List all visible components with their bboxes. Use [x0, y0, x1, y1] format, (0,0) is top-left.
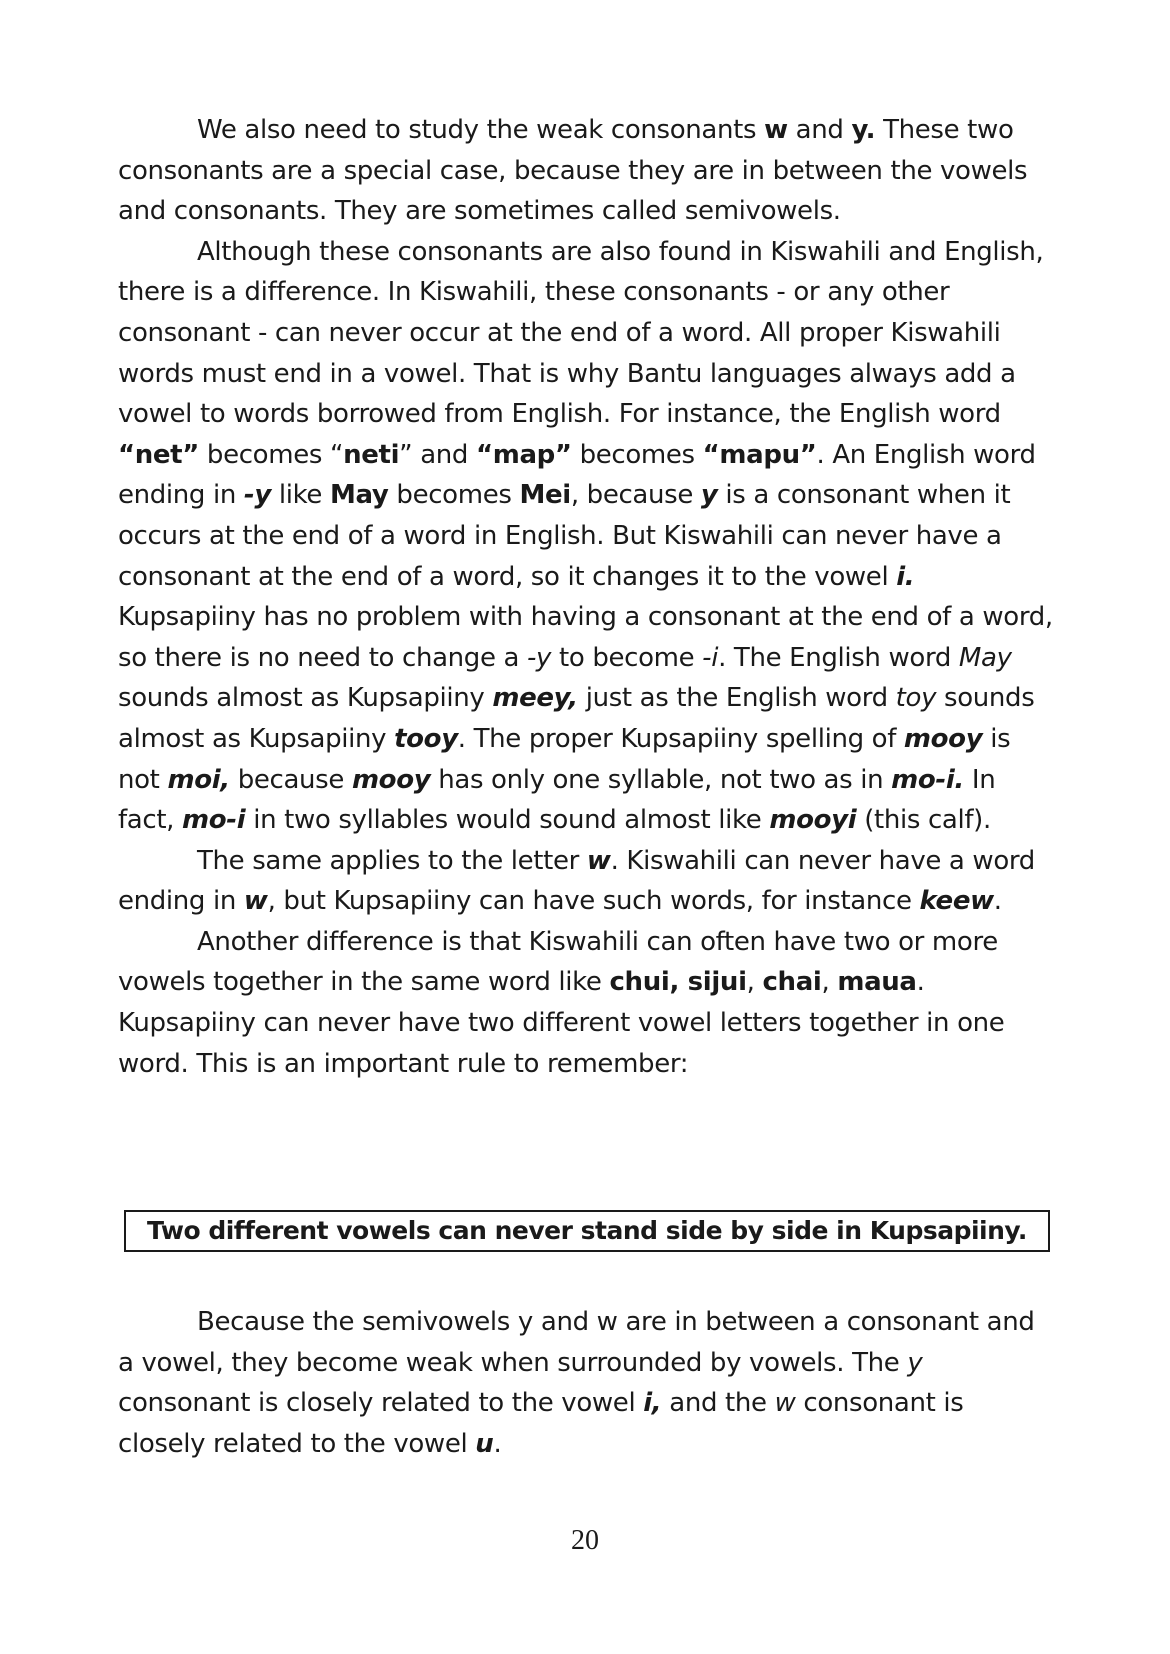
emphasized-word: tooy [394, 723, 458, 754]
emphasized-word: i, [643, 1388, 662, 1419]
rule-callout-box: Two different vowels can never stand side by side in Kupsapiiny. [124, 1210, 1050, 1252]
emphasized-word: w [586, 845, 611, 876]
paragraph: The same applies to the letter w. Kiswahili can never have a word ending in w, but Kupsapiiny can have such words, for instance keew. [118, 845, 1035, 917]
emphasized-word: w [774, 1388, 796, 1419]
emphasized-word: keew [919, 886, 994, 917]
emphasized-word: neti [343, 439, 400, 470]
emphasized-word: mo-i. [891, 764, 964, 795]
emphasized-word: moi, [167, 764, 230, 795]
emphasized-word: i. [896, 561, 915, 592]
paragraph: Another difference is that Kiswahili can often have two or more vowels together in the same word like chui, sijui, chai, maua. Kupsapiiny can never have two different vowel letters together in one word. This is an important rule to remember: [118, 926, 1005, 1079]
emphasized-word: May [329, 480, 389, 511]
emphasized-word: maua [837, 967, 917, 998]
emphasized-word: “net” [118, 439, 199, 470]
paragraph: Because the semivowels y and w are in between a consonant and a vowel, they become weak when surrounded by vowels. The y consonant is closely related to the vowel i, and the w consonant is closely related to the vowel u. [118, 1307, 1035, 1459]
emphasized-word: y [907, 1347, 923, 1378]
emphasized-word: “mapu” [702, 439, 817, 470]
emphasized-word: y. [851, 115, 876, 145]
closing-text [118, 1302, 1058, 1464]
emphasized-word: u [475, 1428, 494, 1459]
emphasized-word: chai [762, 967, 822, 998]
emphasized-word: “map” [476, 439, 572, 470]
emphasized-word: -y [243, 480, 271, 511]
emphasized-word: y [700, 480, 718, 511]
emphasized-word: mooy [903, 723, 983, 754]
emphasized-word: Mei [519, 480, 571, 511]
paragraph: Although these consonants are also found in Kiswahili and English, there is a difference. In Kiswahili, these consonants - or any other consonant - can never occur at the end of a word. All proper Kiswahili words must end in a vowel. That is why Bantu languages always add a vowel to words borrowed from English. For instance, the English word “net” becomes “neti” and “map” becomes “mapu”. An English word ending in -y like May becomes Mei, because y is a consonant when it occurs at the end of a word in English. But Kiswahili can never have a consonant at the end of a word, so it changes it to the vowel i. Kupsapiiny has no problem with having a consonant at the end of a word, so there is no need to change a -y to become -i. The English word May sounds almost as Kupsapiiny meey, just as the English word toy sounds almost as Kupsapiiny tooy. The proper Kupsapiiny spelling of mooy is not moi, because mooy has only one syllable, not two as in mo-i. In fact, mo-i in two syllables would sound almost like mooyi (this calf). [118, 236, 1053, 836]
emphasized-word: meey, [492, 683, 578, 714]
emphasized-word: toy [895, 683, 937, 714]
emphasized-word: May [958, 642, 1012, 673]
emphasized-word: -i [702, 642, 719, 673]
emphasized-word: mooyi [769, 805, 857, 836]
emphasized-word: w [243, 886, 268, 917]
emphasized-word: -y [527, 642, 552, 673]
emphasized-word: w [764, 115, 788, 145]
page-number: 20 [571, 1525, 599, 1556]
paragraph: We also need to study the weak consonants w and y. These two consonants are a special case, because they are in between the vowels and consonants. They are sometimes called semivowels. [118, 115, 1028, 227]
body-text [118, 110, 1058, 1084]
emphasized-word: chui, sijui [609, 967, 747, 998]
emphasized-word: mo-i [182, 805, 246, 836]
emphasized-word: mooy [351, 764, 431, 795]
